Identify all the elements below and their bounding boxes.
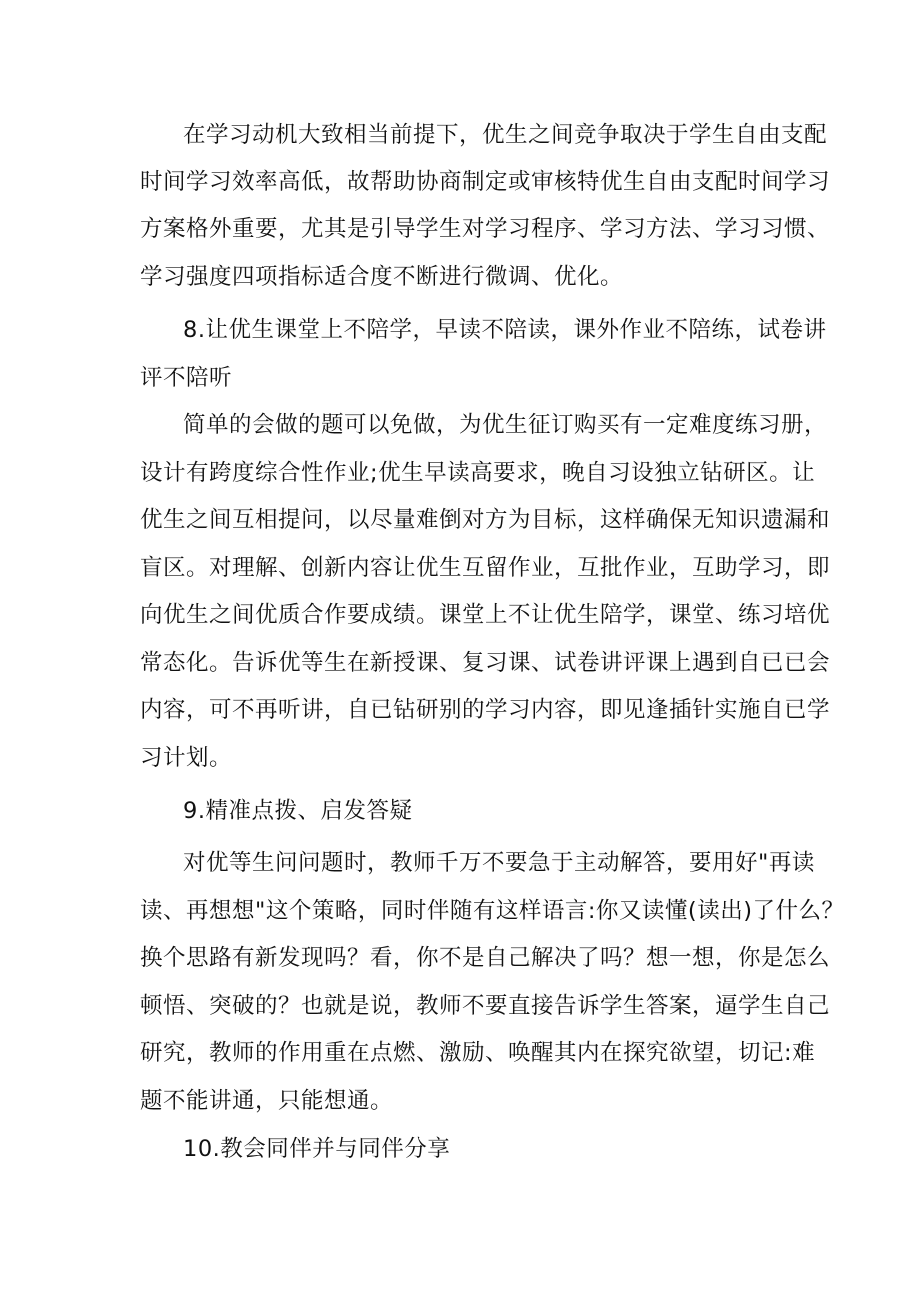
paragraph-line: 时间学习效率高低，故帮助协商制定或审核特优生自由支配时间学习 xyxy=(140,169,831,195)
paragraph-line: 换个思路有新发现吗？看，你不是自己解决了吗？想一想，你是怎么 xyxy=(140,945,831,971)
paragraph-line: 常态化。告诉优等生在新授课、复习课、试卷讲评课上遇到自已已会 xyxy=(140,650,831,676)
paragraph-line: 向优生之间优质合作要成绩。课堂上不让优生陪学，课堂、练习培优 xyxy=(140,602,831,628)
paragraph-line: 内容，可不再听讲，自已钻研别的学习内容，即见逢插针实施自已学 xyxy=(140,697,831,723)
paragraph-line: 优生之间互相提问，以尽量难倒对方为目标，这样确保无知识遗漏和 xyxy=(140,507,831,533)
section-heading-10: 10.教会同伴并与同伴分享 xyxy=(183,1136,451,1162)
paragraph-line: 习计划。 xyxy=(140,745,233,771)
section-heading-8: 8.让优生课堂上不陪学，早读不陪读，课外作业不陪练，试卷讲 xyxy=(183,317,827,343)
paragraph-line: 在学习动机大致相当前提下，优生之间竞争取决于学生自由支配 xyxy=(183,122,828,148)
section-heading-9: 9.精准点拨、启发答疑 xyxy=(183,798,413,824)
paragraph-line: 对优等生问问题时，教师千万不要急于主动解答，要用好"再读 xyxy=(183,850,815,876)
paragraph-line: 题不能讲通，只能想通。 xyxy=(140,1088,394,1114)
paragraph-line: 设计有跨度综合性作业;优生早读高要求，晚自习设独立钻研区。让 xyxy=(140,460,816,486)
paragraph-line: 顿悟、突破的？也就是说，教师不要直接告诉学生答案，逼学生自己 xyxy=(140,993,831,1019)
paragraph-line: 学习强度四项指标适合度不断进行微调、优化。 xyxy=(140,264,624,290)
paragraph-line: 方案格外重要，尤其是引导学生对学习程序、学习方法、学习习惯、 xyxy=(140,216,831,242)
paragraph-line: 盲区。对理解、创新内容让优生互留作业，互批作业，互助学习，即 xyxy=(140,555,831,581)
paragraph-line: 简单的会做的题可以免做，为优生征订购买有一定难度练习册， xyxy=(183,412,828,438)
paragraph-line: 研究，教师的作用重在点燃、激励、唤醒其内在探究欲望，切记:难 xyxy=(140,1040,816,1066)
paragraph-line: 读、再想想"这个策略，同时伴随有这样语言:你又读懂(读出)了什么？ xyxy=(140,898,845,924)
section-heading-8-continued: 评不陪听 xyxy=(140,365,233,391)
